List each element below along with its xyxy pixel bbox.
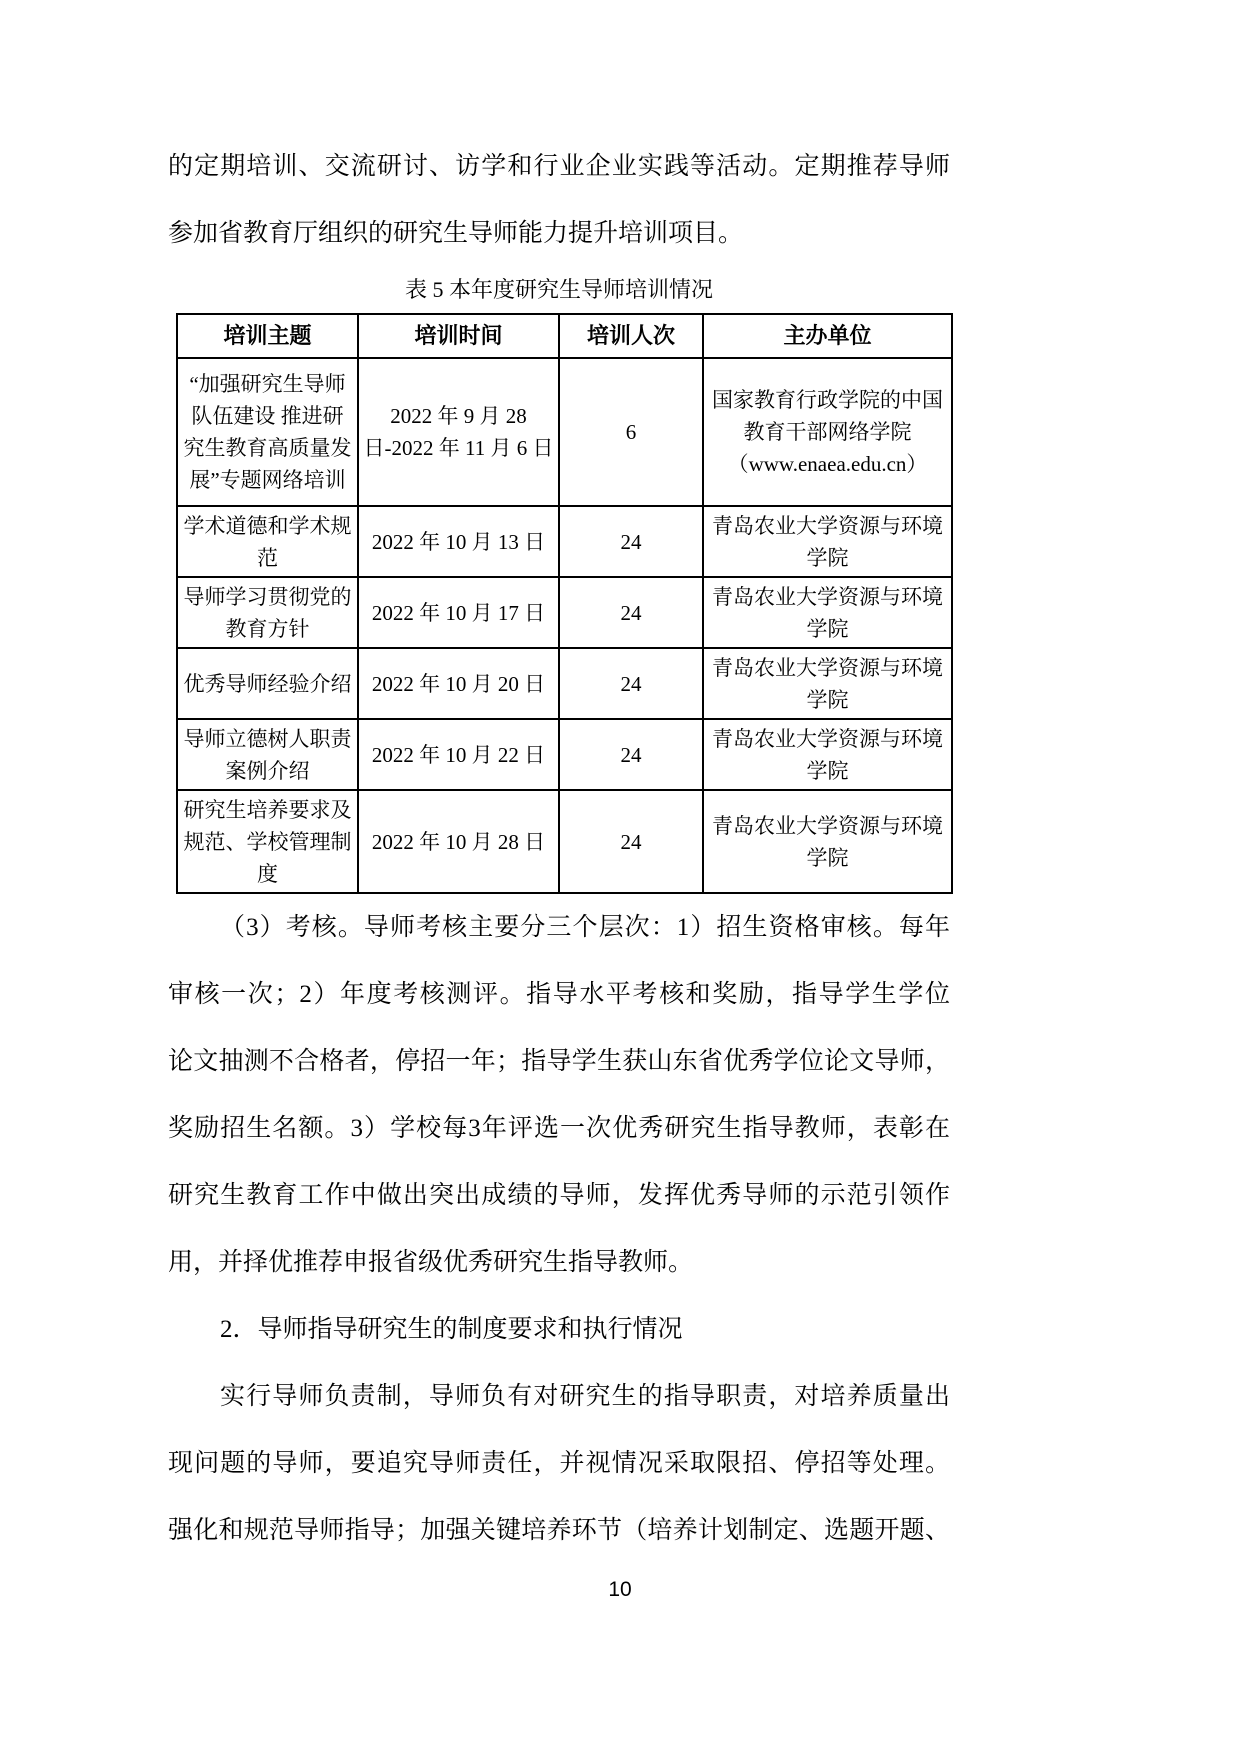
table-row xyxy=(177,577,952,648)
table-row xyxy=(177,506,952,577)
cell-organizer: 国家教育行政学院的中国教育干部网络学院（www.enaea.edu.cn） xyxy=(703,358,952,506)
cell-theme: 学术道德和学术规范 xyxy=(177,506,358,577)
paragraph-line: 参加省教育厅组织的研究生导师能力提升培训项目。 xyxy=(168,220,744,247)
table-row xyxy=(177,790,952,893)
cell-count: 6 xyxy=(559,358,703,506)
cell-organizer: 青岛农业大学资源与环境学院 xyxy=(703,506,952,577)
cell-theme: 研究生培养要求及规范、学校管理制度 xyxy=(177,790,358,893)
paragraph-line: 实行导师负责制，导师负有对研究生的指导职责，对培养质量出 xyxy=(220,1383,950,1410)
table-header-row xyxy=(177,314,952,358)
cell-theme: 导师立德树人职责案例介绍 xyxy=(177,719,358,790)
training-table xyxy=(176,313,953,894)
cell-count: 24 xyxy=(559,719,703,790)
table-row xyxy=(177,719,952,790)
cell-time: 2022 年 10 月 22 日 xyxy=(358,719,559,790)
paragraph-line: 强化和规范导师指导；加强关键培养环节（培养计划制定、选题开题、 xyxy=(168,1517,950,1544)
cell-time: 2022 年 10 月 28 日 xyxy=(358,790,559,893)
cell-organizer: 青岛农业大学资源与环境学院 xyxy=(703,719,952,790)
page-number: 10 xyxy=(608,1578,632,1601)
cell-organizer: 青岛农业大学资源与环境学院 xyxy=(703,790,952,893)
cell-count: 24 xyxy=(559,790,703,893)
section-heading: 2．导师指导研究生的制度要求和执行情况 xyxy=(220,1316,683,1343)
paragraph-line: 现问题的导师，要追究导师责任，并视情况采取限招、停招等处理。 xyxy=(168,1450,950,1477)
header-cell-organizer: 主办单位 xyxy=(703,314,952,358)
cell-theme: “加强研究生导师队伍建设 推进研究生教育高质量发展”专题网络培训 xyxy=(177,358,358,506)
cell-count: 24 xyxy=(559,506,703,577)
document-content xyxy=(168,0,950,1564)
paragraph-line: 论文抽测不合格者，停招一年；指导学生获山东省优秀学位论文导师， xyxy=(168,1048,950,1075)
paragraph-line: 的定期培训、交流研讨、访学和行业企业实践等活动。定期推荐导师 xyxy=(168,153,950,180)
table-caption: 表 5 本年度研究生导师培训情况 xyxy=(404,277,713,302)
paragraph-line: 用，并择优推荐申报省级优秀研究生指导教师。 xyxy=(168,1249,694,1276)
cell-theme: 优秀导师经验介绍 xyxy=(177,648,358,719)
table-row xyxy=(177,358,952,506)
header-cell-count: 培训人次 xyxy=(559,314,703,358)
cell-count: 24 xyxy=(559,648,703,719)
table-row xyxy=(177,648,952,719)
paragraph-line: 研究生教育工作中做出突出成绩的导师，发挥优秀导师的示范引领作 xyxy=(168,1182,950,1209)
cell-time: 2022 年 10 月 20 日 xyxy=(358,648,559,719)
header-cell-time: 培训时间 xyxy=(358,314,559,358)
cell-organizer: 青岛农业大学资源与环境学院 xyxy=(703,648,952,719)
paragraph-line: （3）考核。导师考核主要分三个层次：1）招生资格审核。每年 xyxy=(220,914,950,941)
cell-organizer: 青岛农业大学资源与环境学院 xyxy=(703,577,952,648)
cell-time: 2022 年 9 月 28 日-2022 年 11 月 6 日 xyxy=(358,358,559,506)
paragraph-line: 奖励招生名额。3）学校每3年评选一次优秀研究生指导教师，表彰在 xyxy=(168,1115,950,1142)
paragraph-line: 审核一次；2）年度考核测评。指导水平考核和奖励，指导学生学位 xyxy=(168,981,950,1008)
cell-count: 24 xyxy=(559,577,703,648)
cell-theme: 导师学习贯彻党的教育方针 xyxy=(177,577,358,648)
header-cell-theme: 培训主题 xyxy=(177,314,358,358)
cell-time: 2022 年 10 月 17 日 xyxy=(358,577,559,648)
cell-time: 2022 年 10 月 13 日 xyxy=(358,506,559,577)
